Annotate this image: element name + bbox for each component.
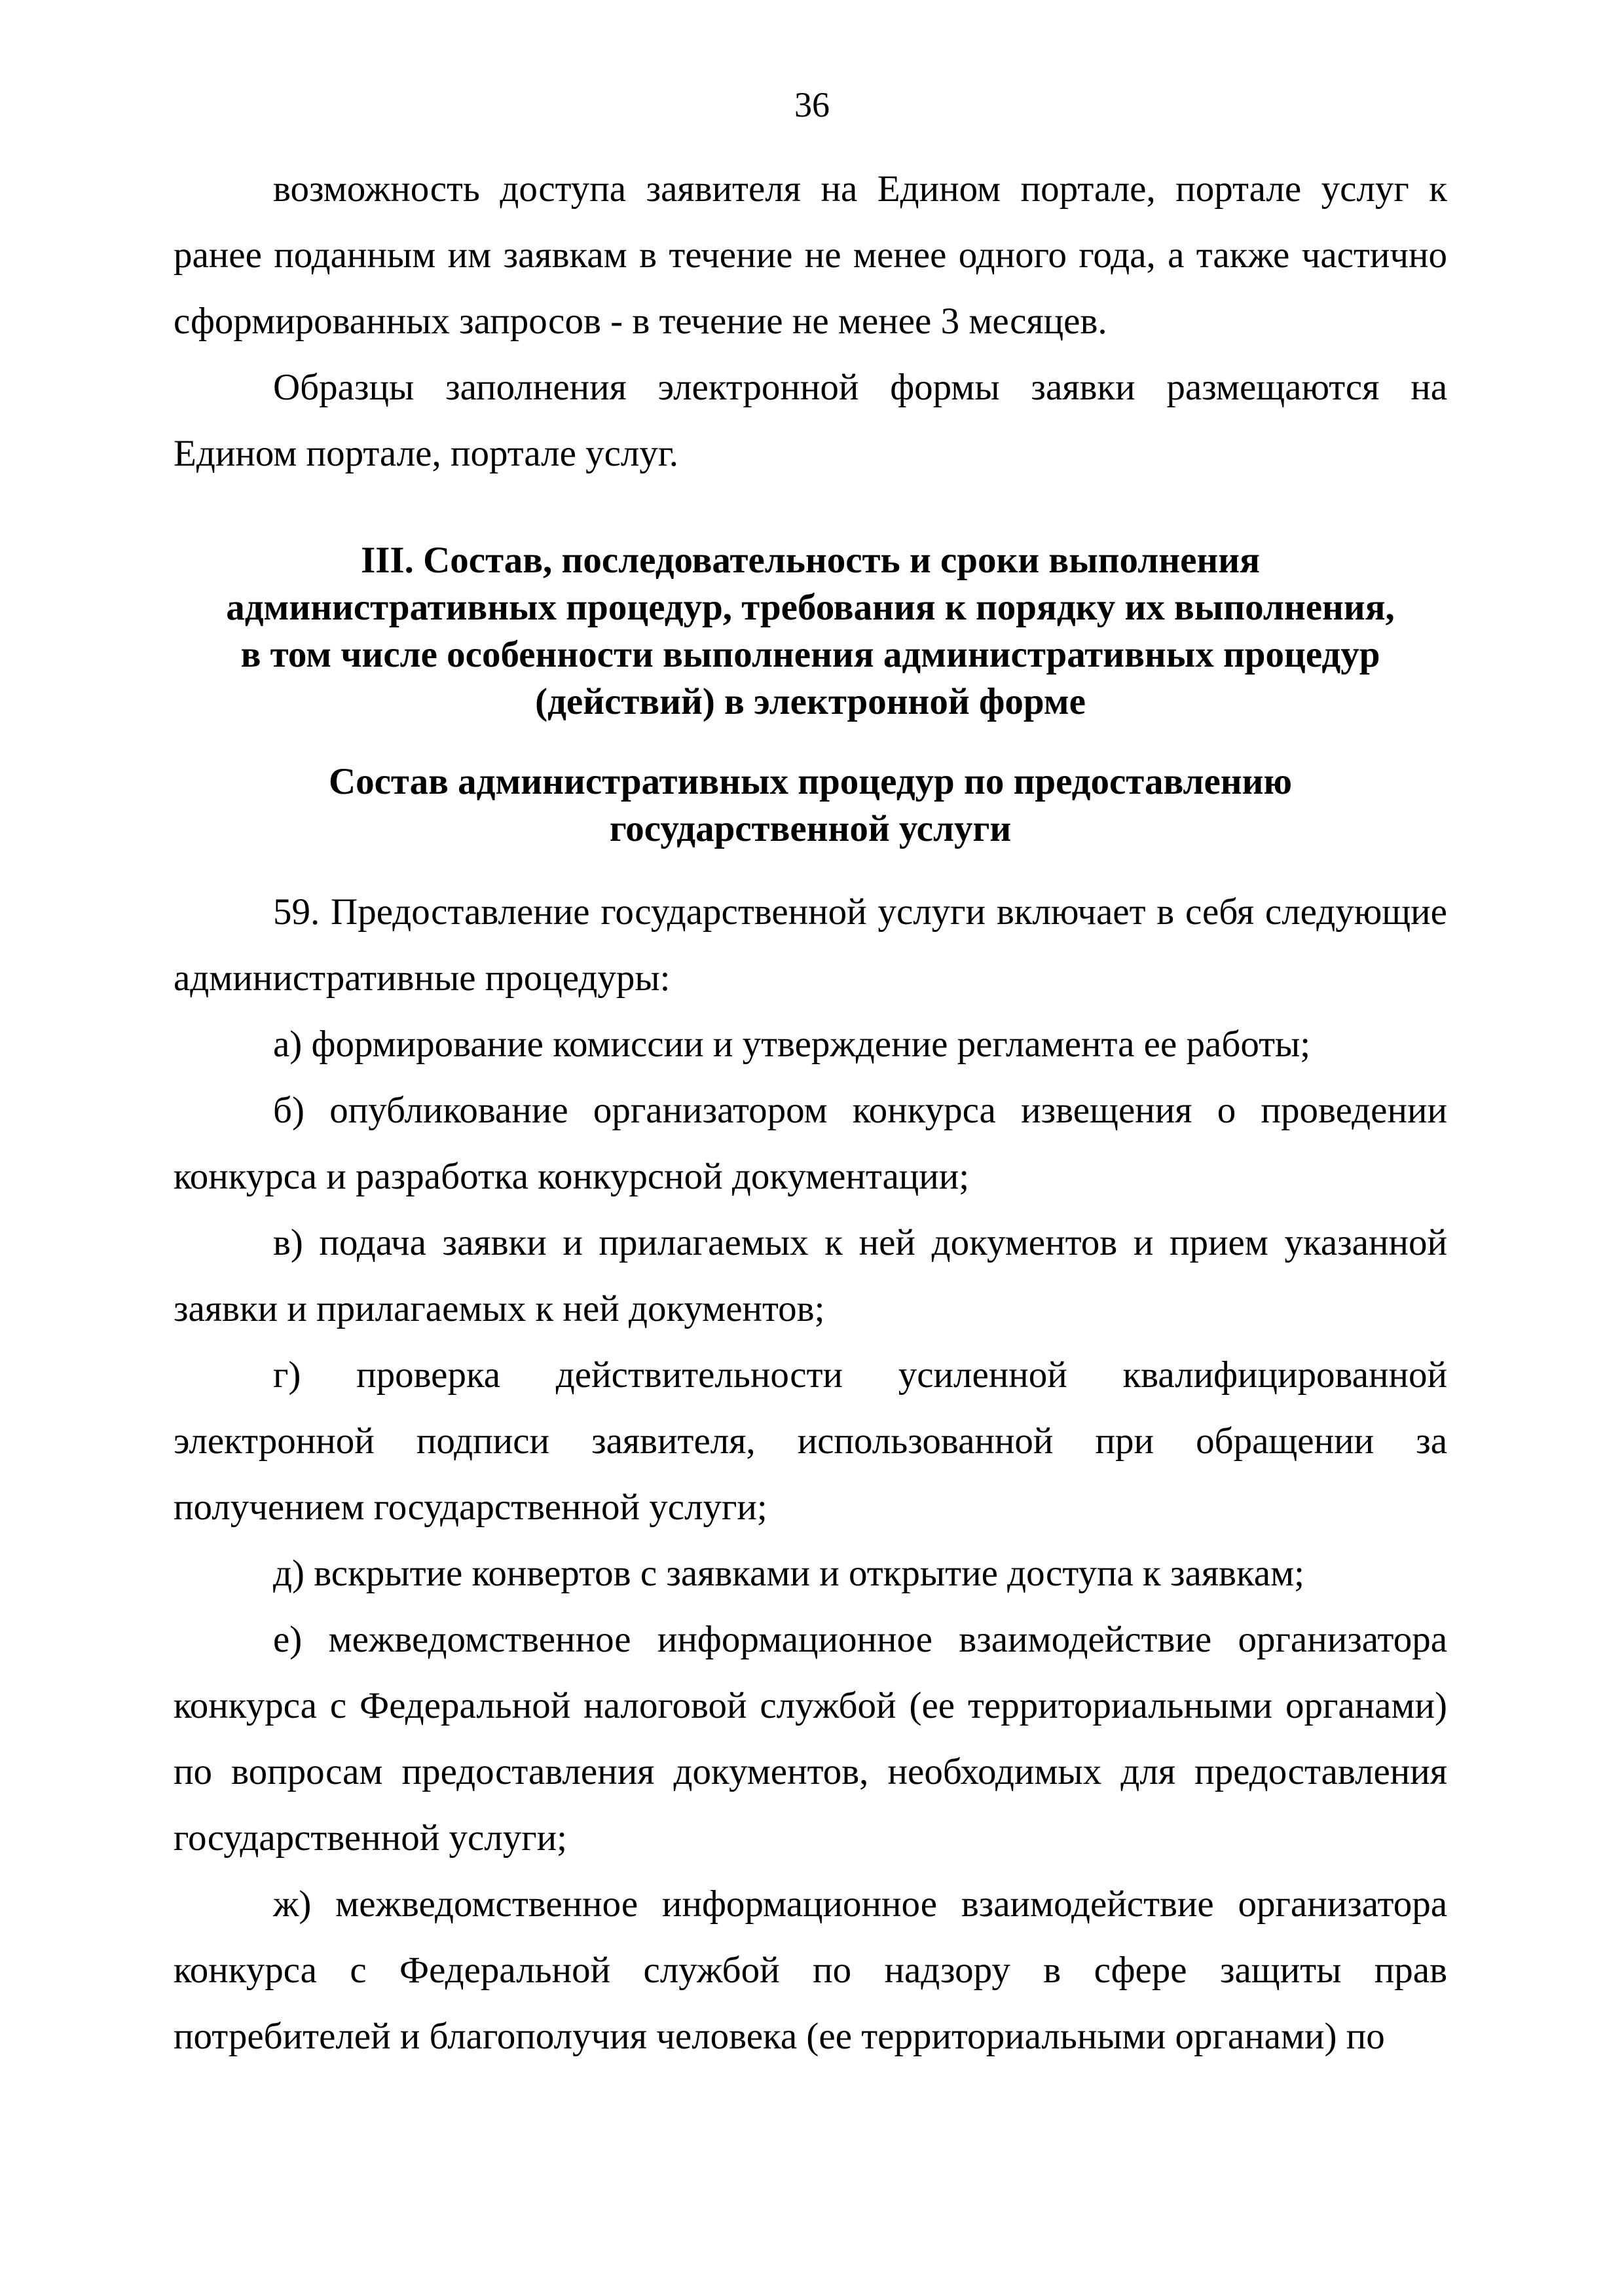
section-heading-line-2: административных процедур, требования к порядку их выполнения, [226,587,1395,628]
clause-59 [174,879,1447,2069]
subheading-text [174,758,1447,853]
section-heading-line-4: (действий) в электронной форме [535,681,1086,722]
list-item-g: г) проверка действительности усиленной квалифицированной электронной подписи заявителя, использованной при обращении за получением государственной услуги; [174,1354,1447,1528]
clause-59-intro: 59. Предоставление государственной услуги включает в себя следующие административные процедуры: [174,891,1447,999]
subheading-line-1: Состав административных процедур по предоставлению [328,761,1293,802]
list-item-d: д) вскрытие конвертов с заявками и открытие доступа к заявкам; [273,1553,1304,1594]
intro-block [174,156,1447,487]
section-heading [174,537,1447,726]
section-heading-text [174,537,1447,726]
intro-paragraph-1: возможность доступа заявителя на Едином портале, портале услуг к ранее поданным им заявкам в течение не менее одного года, а также частично сформированных запросов - в течение не менее 3 месяцев. [174,168,1447,342]
list-item-a: а) формирование комиссии и утверждение регламента ее работы; [273,1024,1311,1065]
list-item-v: в) подача заявки и прилагаемых к ней документов и прием указанной заявки и прилагаемых к ней документов; [174,1222,1447,1329]
section-heading-line-1: III. Состав, последовательность и сроки выполнения [361,540,1260,581]
subheading-line-2: государственной услуги [609,808,1012,849]
subheading [174,758,1447,853]
intro-paragraph-2: Образцы заполнения электронной формы заявки размещаются на Едином портале, портале услуг. [174,367,1447,474]
page-number: 36 [794,85,830,124]
list-item-zh: ж) межведомственное информационное взаимодействие организатора конкурса с Федеральной службой по надзору в сфере защиты прав потребителей и благополучия человека (ее территориальными органами) по [174,1883,1447,2057]
list-item-e: е) межведомственное информационное взаимодействие организатора конкурса с Федеральной налоговой службой (ее территориальными органами) по вопросам предоставления документов, необходимых для предоставления государственной услуги; [174,1619,1447,1859]
list-item-b: б) опубликование организатором конкурса извещения о проведении конкурса и разработка конкурсной документации; [174,1090,1447,1197]
section-heading-line-3: в том числе особенности выполнения административных процедур [240,634,1380,675]
